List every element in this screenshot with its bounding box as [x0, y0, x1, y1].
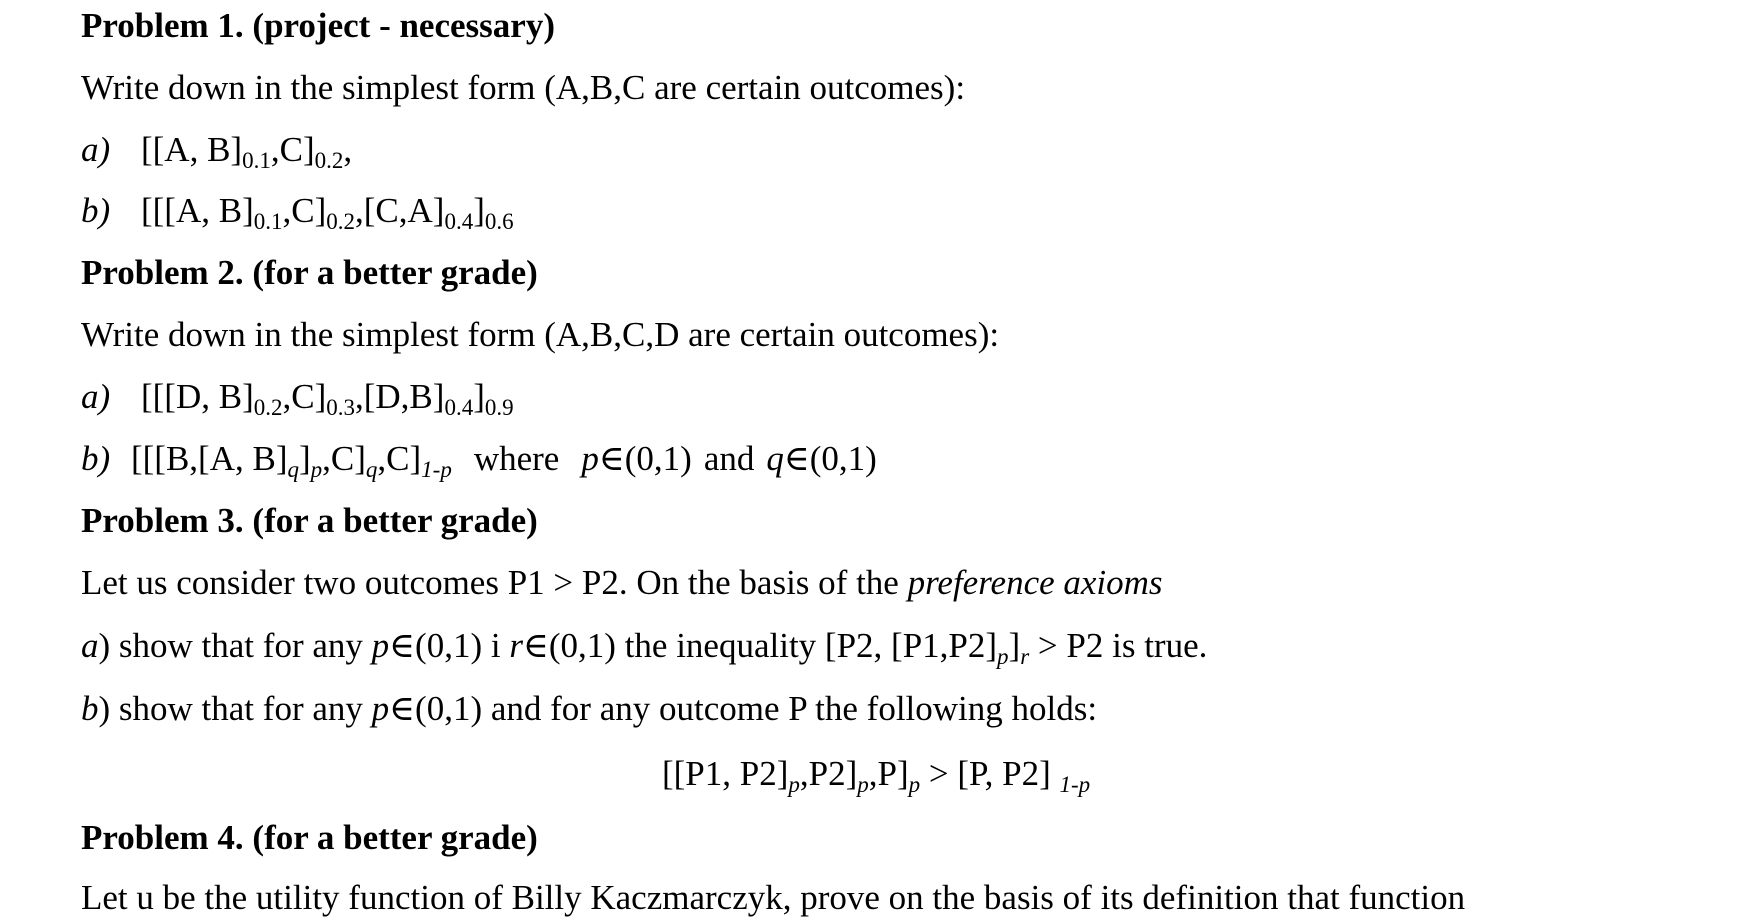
problem-1-intro: Write down in the simplest form (A,B,C are certain outcomes): — [81, 68, 966, 107]
expr-part: [[[B,[A, B] — [131, 439, 288, 478]
item-label: b) — [81, 439, 111, 478]
intro-emphasis: preference axioms — [907, 563, 1163, 602]
expr-subscript: p — [997, 644, 1009, 669]
formula-part: > [P, P2] — [920, 754, 1060, 793]
expr-part: [[[D, B] — [141, 377, 254, 416]
expr-part: ,C] — [282, 191, 327, 230]
expr-subscript: 0.3 — [326, 395, 355, 420]
expr-subscript: p — [310, 457, 323, 482]
expr-subscript: q — [365, 457, 378, 482]
text-part: > P2 is true. — [1029, 626, 1208, 665]
problem-2-intro: Write down in the simplest form (A,B,C,D are certain outcomes): — [81, 315, 1000, 354]
var-p: p — [581, 439, 599, 478]
expr-subscript: r — [1020, 644, 1030, 669]
problem-2-heading: Problem 2. (for a better grade) — [81, 253, 538, 292]
problem-3-formula — [662, 754, 1090, 798]
problem-4-heading: Problem 4. (for a better grade) — [81, 818, 538, 857]
formula-part: ,P2] — [799, 754, 858, 793]
expr-subscript: 0.1 — [242, 148, 271, 173]
and-word: and — [703, 439, 755, 478]
expr-part: ] — [473, 191, 485, 230]
expr-subscript: 0.2 — [314, 148, 344, 173]
text-part: ] — [1008, 626, 1021, 665]
expr-subscript: 0.2 — [253, 395, 283, 420]
var-q: q — [766, 439, 784, 478]
expr-part: , — [343, 130, 353, 169]
expr-part: ] — [299, 439, 311, 478]
problem-3-item-a — [81, 626, 1207, 670]
problem-1-item-a — [81, 130, 352, 174]
text-part: ∈(0,1) and for any outcome P the following holds: — [389, 689, 1098, 728]
expr-part: ,[C,A] — [355, 191, 445, 230]
expr-part: ,C] — [282, 377, 327, 416]
domain-q: ∈(0,1) — [783, 439, 877, 478]
formula-subscript: p — [908, 772, 921, 797]
formula-part: ,P] — [868, 754, 909, 793]
text-part: ) show that for any — [98, 689, 372, 728]
where-word: where — [473, 439, 560, 478]
formula-part: [[P1, P2] — [662, 754, 789, 793]
formula-subscript: p — [857, 772, 869, 797]
domain-p: ∈(0,1) — [598, 439, 692, 478]
problem-1-heading: Problem 1. (project - necessary) — [81, 6, 555, 45]
var-r: r — [509, 626, 523, 665]
problem-1-item-b — [81, 191, 514, 235]
problem-3-item-b — [81, 689, 1097, 729]
item-label: b — [81, 689, 99, 728]
item-label: b) — [81, 191, 111, 230]
expr-subscript: 1-p — [421, 457, 452, 482]
item-label: a) — [81, 377, 111, 416]
expr-subscript: 0.4 — [444, 395, 474, 420]
problem-3-heading: Problem 3. (for a better grade) — [81, 501, 538, 540]
expr-part: ,[D,B] — [355, 377, 445, 416]
expr-part: ] — [473, 377, 485, 416]
expr-part: [[A, B] — [141, 130, 243, 169]
formula-subscript: 1-p — [1059, 772, 1091, 797]
expr-part: ,C] — [270, 130, 315, 169]
var-p: p — [371, 689, 390, 728]
problem-4-partial-line: Let u be the utility function of Billy Kaczmarczyk, prove on the basis of its definition that function — [81, 878, 1466, 917]
text-part: ) show that for any — [98, 626, 372, 665]
expr-part: ,C] — [377, 439, 422, 478]
expr-part: [[[A, B] — [141, 191, 254, 230]
expr-part: ,C] — [322, 439, 366, 478]
text-part: ∈(0,1) i — [389, 626, 510, 665]
expr-subscript: 0.1 — [253, 209, 283, 234]
problem-2-item-b — [81, 439, 877, 483]
expr-subscript: 0.4 — [444, 209, 474, 234]
item-label: a) — [81, 130, 111, 169]
var-p: p — [371, 626, 390, 665]
expr-subscript: q — [287, 457, 299, 482]
intro-text: Let us consider two outcomes P1 > P2. On the basis of the — [81, 563, 908, 602]
problem-2-item-a — [81, 377, 514, 421]
text-part: ∈(0,1) the inequality [P2, [P1,P2] — [522, 626, 998, 665]
problem-3-intro — [81, 563, 1163, 603]
expr-subscript: 0.2 — [326, 209, 355, 234]
expr-subscript: 0.9 — [484, 395, 514, 420]
expr-subscript: 0.6 — [484, 209, 514, 234]
item-label: a — [81, 626, 99, 665]
formula-subscript: p — [788, 772, 800, 797]
